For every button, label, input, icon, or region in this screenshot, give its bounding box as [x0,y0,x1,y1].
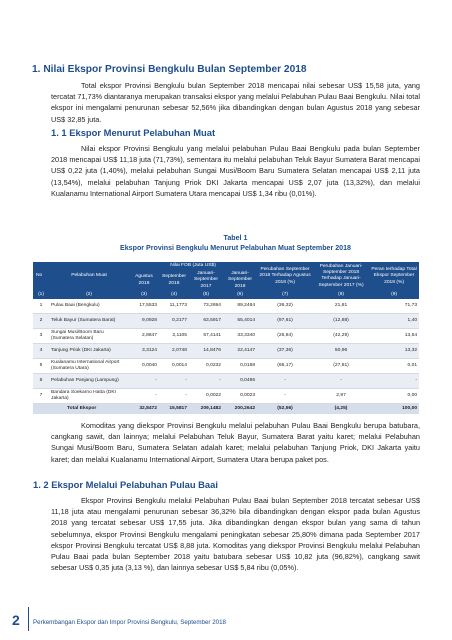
total-sep: 15,5817 [159,403,189,414]
total-share: 100,00 [369,403,419,414]
cell-no: 4 [33,343,49,358]
cell-aug: - [129,373,159,388]
cell-j18: 55,4014 [223,313,257,328]
cell-chg1: - [257,388,313,403]
header-fob: Nilai FOB (Juta US$) [129,262,257,270]
cell-chg2: (27,81) [313,358,369,373]
header-jansep-2017: Januari-September 2017 [189,270,223,291]
footer-divider [28,607,29,631]
cell-sep: 0,2177 [159,313,189,328]
cell-chg2: (42,29) [313,328,369,343]
cell-j18: 0,0168 [223,358,257,373]
cell-no: 7 [33,388,49,403]
cell-share: 13,32 [369,343,419,358]
cell-j18: 33,3340 [223,328,257,343]
cell-j18: 89,2464 [223,299,257,314]
header-share: Peran terhadap Total Ekspor September 2018 (%) [369,262,419,291]
cell-aug: 0,0040 [129,358,159,373]
cell-sep: - [159,373,189,388]
total-j18: 200,2642 [223,403,257,414]
table-row [33,313,419,328]
cell-chg2: (12,88) [313,313,369,328]
section-1-2-title: 1. 2 Ekspor Melalui Pelabuhan Pulau Baai [33,479,218,490]
cell-no: 1 [33,299,49,314]
table-row [33,328,419,343]
header-aug: Agustus 2018 [129,270,159,291]
cell-j18: 0,0023 [223,388,257,403]
commodity-paragraph: Komoditas yang diekspor Provinsi Bengkulu melalui pelabuhan Pulau Baai Bengkulu berupa batubara, cangkang sawit, dan lainnya; melalui Pelabuhan Teluk Bayur, Sumatera Barat yaitu karet; melalui Pelabuhan Sungai Musi/Boom Baru, Sumatera Selatan adalah karet; melalui pelabuhan Tanjung Priok, DKI Jakarta yaitu karet; dan melalui Kualanamu International Airport, Sumatera Utara berupa paket pos. [51,421,420,464]
cell-port: Kualanamu International Airport (Sumatera Utara) [49,358,129,373]
cell-aug: - [129,388,159,403]
header-sep: September 2018 [159,270,189,291]
cell-chg1: (37,36) [257,343,313,358]
col-num: (3) [129,291,159,299]
section-1-1-paragraph: Nilai ekspor Provinsi Bengkulu yang melalui pelabuhan Pulau Baai Bengkulu pada bulan September 2018 mencapai US$ 11,18 juta (71,73%), sementara itu melalui pelabuhan Teluk Bayur Sumatera Barat mencapai US$ 0,22 juta (1,40%), melalui pelabuhan Sungai Musi/Boom Baru Sumatera Selatan mencapai US$ 2,11 juta (13,54%), melalui pelabuhan Tanjung Priok DKI Jakarta mencapai US$ 2,07 juta (13,32%), dan melalui Kualanamu International Airport Sumatera Utara mencapai US$ 1,34 ribu (0,01%). [51,144,420,198]
cell-chg2: 50,96 [313,343,369,358]
col-num: (2) [49,291,129,299]
section-1-2-paragraph: Ekspor Provinsi Bengkulu melalui Pelabuhan Pulau Baai bulan September 2018 tercatat sebesar US$ 11,18 juta atau mengalami penurunan sebesar 36,32% bila dibandingkan dengan ekspor pada bulan Agustus 2018 yang tercatat sebesar US$ 17,55 juta. Jika dibandingkan dengan ekspor bulan yang sama di tahun sebelumnya, ekspor Provinsi Bengkulu mengalami peningkatan sebesar 25,80% dimana pada September 2017 ekspor Provinsi Bengkulu tercatat US$ 8,88 juta. Komoditas yang diekspor Provinsi Bengkulu melalui Pelabuhan Pulau Baai pada bulan September 2018 yaitu batubara sebesar US$ 10,82 juta (96,82%), cangkang sawit sebesar US$ 0,35 juta (3,13 %), dan lainnya sebesar US$ 5,84 ribu (0,05%). [51,496,420,573]
table-row [33,388,419,403]
cell-port: Sungai Musi/Boom Baru (Sumatera Selatan) [49,328,129,343]
table-row [33,299,419,314]
header-change-month: Perubahan September 2018 Terhadap Agustus 2018 (%) [257,262,313,291]
cell-aug: 3,3124 [129,343,159,358]
page-number: 2 [12,612,20,628]
cell-share: 71,73 [369,299,419,314]
cell-port: Tanjung Priok (DKI Jakarta) [49,343,129,358]
total-label: Total Ekspor [49,403,129,414]
col-num: (5) [189,291,223,299]
total-row [33,403,419,414]
header-jansep-2018: Januari-September 2018 [223,270,257,291]
cell-j17: 57,4141 [189,328,223,343]
table-row [33,358,419,373]
cell-sep: 2,0748 [159,343,189,358]
cell-sep: 2,1105 [159,328,189,343]
cell-aug: 17,5533 [129,299,159,314]
section-1-1-title: 1. 1 Ekspor Menurut Pelabuhan Muat [51,127,216,138]
table-row [33,373,419,388]
col-num: (8) [313,291,369,299]
cell-port: Bandara Soekarno Hatta (DKI Jakarta) [49,388,129,403]
cell-no [33,403,49,414]
cell-no: 2 [33,313,49,328]
cell-port: Pulau Baai (Bengkulu) [49,299,129,314]
cell-port: Pelabuhan Panjang (Lampung) [49,373,129,388]
section-1-paragraph: Total ekspor Provinsi Bengkulu bulan September 2018 mencapai nilai sebesar US$ 15,58 juta, yang tercatat 71,73% diantaranya merupakan transaksi ekspor yang melalui Pelabuhan Pulau Baai Bengkulu. Nilai total ekspor ini mengalami penurunan sebesar 52,56% jika dibandingkan dengan bulan Agustus 2018 yang sebesar US$ 32,85 juta. [51,81,420,124]
cell-share: 0,01 [369,358,419,373]
cell-share: 13,54 [369,328,419,343]
cell-no: 5 [33,358,49,373]
cell-no: 3 [33,328,49,343]
cell-share: 0,00 [369,388,419,403]
column-number-row [33,291,419,299]
cell-j17: 73,2694 [189,299,223,314]
col-num: (7) [257,291,313,299]
total-chg1: (52,56) [257,403,313,414]
cell-port: Teluk Bayur (Sumatera Barat) [49,313,129,328]
cell-j17: - [189,373,223,388]
cell-j17: 0,0022 [189,388,223,403]
col-num: (4) [159,291,189,299]
cell-chg1: (26,84) [257,328,313,343]
cell-no: 6 [33,373,49,388]
export-by-port-table [33,262,419,414]
header-port: Pelabuhan Muat [49,262,129,291]
cell-sep: 11,1773 [159,299,189,314]
cell-j17: 0,0232 [189,358,223,373]
cell-chg1: (66,17) [257,358,313,373]
cell-chg2: - [313,373,369,388]
section-1-title: 1. Nilai Ekspor Provinsi Bengkulu Bulan September 2018 [32,64,307,75]
cell-chg1: - [257,373,313,388]
cell-aug: 2,8847 [129,328,159,343]
cell-sep: - [159,388,189,403]
cell-share: 1,40 [369,313,419,328]
total-j17: 209,1482 [189,403,223,414]
col-num: (9) [369,291,419,299]
cell-sep: 0,0014 [159,358,189,373]
table-label: Tabel 1 [223,234,248,242]
cell-j17: 63,5917 [189,313,223,328]
table-caption: Ekspor Provinsi Bengkulu Menurut Pelabuhan Muat September 2018 [120,244,351,252]
header-no: No [33,262,49,291]
col-num: (6) [223,291,257,299]
cell-j18: 0,0486 [223,373,257,388]
total-chg2: (4,25) [313,403,369,414]
table-row [33,343,419,358]
cell-share: - [369,373,419,388]
cell-chg1: (36,32) [257,299,313,314]
cell-aug: 9,0928 [129,313,159,328]
header-change-ytd: Perubahan Januari-September 2018 Terhadap Januari-September 2017 (%) [313,262,369,291]
cell-chg1: (97,61) [257,313,313,328]
total-aug: 32,8472 [129,403,159,414]
cell-j18: 22,4147 [223,343,257,358]
cell-chg2: 21,81 [313,299,369,314]
cell-chg2: 2,97 [313,388,369,403]
cell-j17: 14,8476 [189,343,223,358]
col-num: (1) [33,291,49,299]
footer-title: Perkembangan Ekspor dan Impor Provinsi Bengkulu, September 2018 [33,619,226,626]
